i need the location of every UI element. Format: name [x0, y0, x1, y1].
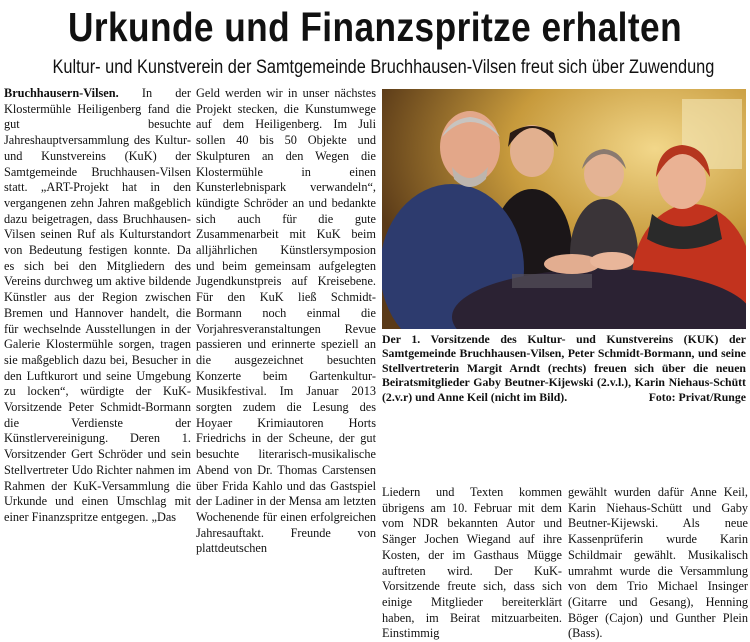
caption-text: Der 1. Vorsitzende des Kultur- und Kunstvereins (KUK) der Samtgemeinde Bruchhausen-Vilsen, Peter Schmidt-Bormann, und seine Stellvertreterin Margit Arndt (rechts) freuen sich über die neuen Beiratsmitglieder Gaby Beutner-Kijewski (2.v.l.), Karin Niehaus-Schütt (2.v.r) und Anne Keil (nicht im Bild).: [382, 332, 746, 404]
photo-illustration: [382, 89, 746, 329]
photo-credit: Foto: Privat/Runge: [648, 389, 746, 404]
headline: Urkunde und Finanzspritze erhalten: [67, 4, 683, 50]
group-photo: [382, 89, 746, 329]
article-column-2: [196, 86, 376, 557]
article-column-4: [568, 485, 748, 642]
dateline: Bruchhausern-Vilsen.: [4, 86, 119, 100]
column-3-text: Liedern und Texten kommen übrigens am 10. Februar mit dem vom NDR bekannten Autor und Sänger Jochen Wiegand auf ihre Kosten, der im Gasthaus Mügge auftreten wird. Der KuK-Vorsitzende freute sich, dass sich einige Mitglieder bereiterklärt haben, im Beirat mitzuarbeiten. Einstimmig: [382, 485, 562, 641]
column-1-text: In der Klostermühle Heiligenberg fand die gut besuchte Jahreshauptversammlung des Kultur- und Kunstvereins (KuK) der Samtgemeinde Bruchhausen-Vilsen statt. „ART-Projekt hat in den vergangenen zehn Jahren maßgeblich dazu beigetragen, dass Bruchhausen-Vilsen seinen Ruf als Kulturstandort von Bedeutung festigen konnte. Da es sich bei den Mitgliedern des Vereins durchweg um aktive bildende Künstler aus der Region zwischen Bremen und Hannover handelt, die für wechselnde Ausstellungen in der Galerie Klostermühle sorgen, tragen sie maßgeblich dazu bei, Besucher in den Luftkurort und seine Umgebung zu locken“, würdigte der KuK-Vorsitzende Peter Schmidt-Bormann die Verdienste der Künstlervereinigung. Deren 1. Vorsitzender Gert Schröder und sein Stellvertreter Udo Richter nahmen im Rahmen der KuK-Versammlung die Urkunde und einen Umschlag mit einer Finanzspritze entgegen. „Das: [4, 86, 191, 524]
column-4-text: gewählt wurden dafür Anne Keil, Karin Niehaus-Schütt und Gaby Beutner-Kijewski. Als neue Kassenprüferin wurde Karin Schildmair gewählt. Musikalisch umrahmt wurde die Versammlung von dem Trio Michael Insinger (Gitarre und Gesang), Henning Böger (Cajon) und Gunther Plein (Bass).: [568, 485, 748, 641]
column-2-text: Geld werden wir in unser nächstes Projekt stecken, die Kunstumwege auf dem Heiligenberg. Im Juli sollen 40 bis 50 Objekte und Skulpturen an den Wegen die Klostermühle in einen Kunsterlebnispark verwandeln“, kündigte Schröder an und bedankte sich auch für die gute Zusammenarbeit mit KuK beim alljährlichen Künstlersymposion und beim gemeinsam aufgelegten Jugendkunstpreis auf Kreisebene. Für den KuK ließ Schmidt-Bormann noch einmal die Vorjahresveranstaltungen Revue passieren und erinnerte speziell an die ausgezeichnet besuchten Konzerte beim Gartenkultur-Musikfestival. Im Januar 2013 sorgten zudem die Lesung des Hoyaer Krimiautoren Horts Friedrichs in der Scheune, der gut besuchte literarisch-musikalische Abend von Dr. Thomas Carstensen über Frida Kahlo und das Gastspiel der Ladiner in der Mensa am letzten Wochenende für einen erfolgreichen Jahresauftakt. Freunde von plattdeutschen: [196, 86, 376, 556]
article-column-3: [382, 485, 562, 642]
article-text-1: [4, 86, 191, 526]
article-column-1: [4, 86, 191, 526]
photo-caption: [382, 332, 746, 404]
subheadline: Kultur- und Kunstverein der Samtgemeinde Bruchhausen-Vilsen freut sich über Zuwendung: [52, 57, 715, 78]
